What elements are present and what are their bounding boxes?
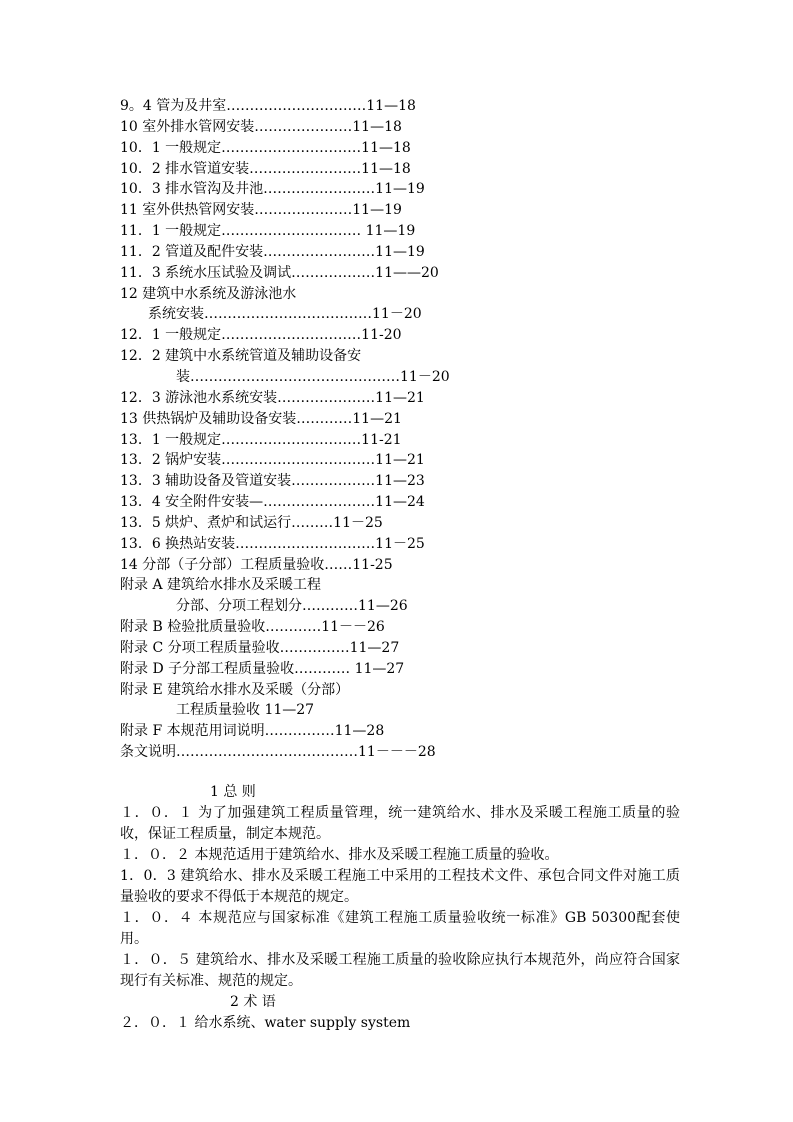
toc-entry: 11 室外供热管网安装…………………11—19 (120, 202, 402, 219)
toc-entry: 13．6 换热站安装…………………………11－25 (120, 535, 425, 552)
clause-paragraph: 1．0．3 建筑给水、排水及采暖工程施工中采用的工程技术文件、承包合同文件对施工质量验收的要求不得低于本规范的规定。 (120, 868, 680, 905)
toc-entry: 工程质量验收 11—27 (176, 702, 315, 719)
clause-paragraph: １．０．４ 本规范应与国家标准《建筑工程施工质量验收统一标准》GB 50300配套使用。 (120, 910, 680, 947)
toc-entry: 13 供热锅炉及辅助设备安装…………11—21 (120, 410, 402, 427)
toc-entry: 附录 B 检验批质量验收…………11－－26 (120, 619, 385, 636)
toc-entry: 附录 D 子分部工程质量验收………… 11—27 (120, 660, 405, 677)
toc-entry: 分部、分项工程划分…………11—26 (176, 598, 408, 615)
table-of-contents (120, 96, 680, 763)
toc-entry: 13．1 一般规定…………………………11-21 (120, 431, 402, 448)
toc-entry: 13．5 烘炉、煮炉和试运行………11－25 (120, 514, 383, 531)
toc-entry: 12 建筑中水系统及游泳池水 (120, 285, 297, 302)
toc-entry: 13．2 锅炉安装……………………………11—21 (120, 452, 425, 469)
clause-paragraph: ２．０．１ 给水系统、water supply system (120, 1015, 411, 1031)
toc-entry: 12．3 游泳池水系统安装…………………11—21 (120, 389, 425, 406)
toc-entry: 附录 F 本规范用词说明……………11—28 (120, 723, 385, 740)
toc-entry: 12．2 建筑中水系统管道及辅助设备安 (120, 348, 362, 365)
toc-entry: 10．1 一般规定…………………………11—18 (120, 139, 411, 156)
clause-paragraph: １．０．１ 为了加强建筑工程质量管理，统一建筑给水、排水及采暖工程施工质量的验收，保证工程质量，制定本规范。 (120, 805, 680, 842)
toc-entry: 条文说明…………………………………11－－－28 (120, 744, 436, 761)
toc-entry: 10 室外排水管网安装…………………11—18 (120, 118, 402, 135)
toc-entry: 11．1 一般规定………………………… 11—19 (120, 223, 416, 240)
toc-entry: 10．3 排水管沟及井池……………………11—19 (120, 181, 425, 198)
clause-paragraph: １．０．２ 本规范适用于建筑给水、排水及采暖工程施工质量的验收。 (120, 847, 559, 863)
toc-entry: 附录 A 建筑给水排水及采暖工程 (120, 577, 322, 594)
toc-entry: 附录 E 建筑给水排水及采暖（分部） (120, 681, 350, 698)
toc-entry: 13．4 安全附件安装—……………………11—24 (120, 494, 425, 511)
toc-entry: 装………………………………………11－20 (176, 368, 450, 385)
section-heading: 2 术 语 (230, 994, 276, 1010)
toc-entry: 13．3 辅助设备及管道安装………………11—23 (120, 473, 425, 490)
toc-entry: 附录 C 分项工程质量验收……………11—27 (120, 639, 400, 656)
toc-entry: 14 分部（子分部）工程质量验收……11-25 (120, 556, 393, 573)
toc-entry: 11．3 系统水压试验及调试………………11——20 (120, 264, 439, 281)
toc-entry: 11．2 管道及配件安装……………………11—19 (120, 243, 425, 260)
document-body (120, 782, 680, 1034)
clause-paragraph: １．０．５ 建筑给水、排水及采暖工程施工质量的验收除应执行本规范外，尚应符合国家现行有关标准、规范的规定。 (120, 952, 680, 989)
toc-entry: 12．1 一般规定…………………………11-20 (120, 327, 402, 344)
toc-entry: 系统安装………………………………11－20 (148, 306, 422, 323)
section-heading: 1 总 则 (210, 784, 256, 800)
toc-entry: 10．2 排水管道安装……………………11—18 (120, 160, 411, 177)
toc-entry: 9。4 管为及井室…………………………11—18 (120, 98, 416, 114)
